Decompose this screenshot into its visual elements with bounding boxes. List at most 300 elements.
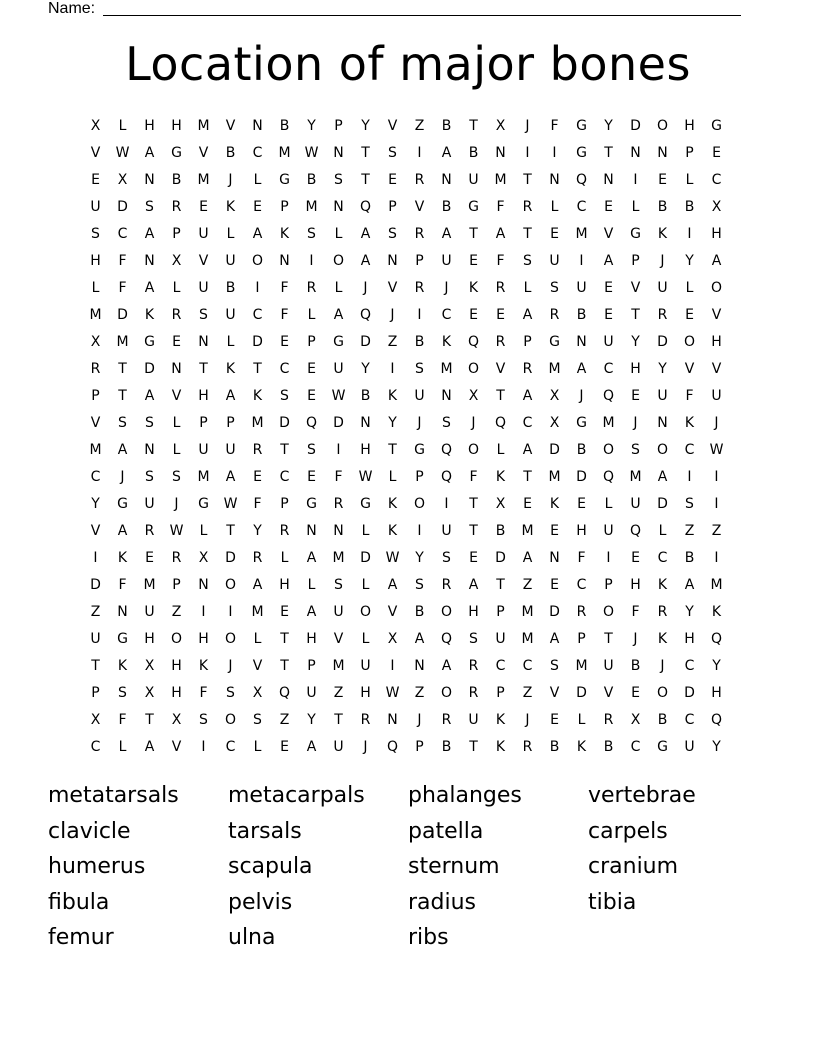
grid-letter: U: [441, 522, 452, 539]
grid-letter: K: [684, 414, 695, 431]
grid-letter: P: [91, 387, 100, 404]
grid-letter: L: [307, 576, 316, 593]
grid-letter: C: [279, 468, 290, 485]
grid-letter: A: [414, 630, 425, 647]
grid-letter: L: [604, 495, 613, 512]
grid-letter: R: [144, 522, 155, 539]
grid-letter: A: [225, 468, 236, 485]
grid-letter: X: [90, 117, 101, 134]
grid-letter: W: [331, 387, 346, 404]
grid-letter: I: [687, 468, 692, 485]
grid-letter: Y: [307, 117, 316, 134]
grid-letter: P: [523, 333, 532, 350]
grid-row: [82, 706, 730, 733]
grid-letter: K: [657, 576, 668, 593]
grid-letter: E: [469, 252, 478, 269]
word-list-item: carpels: [588, 818, 668, 844]
grid-letter: N: [414, 657, 425, 674]
grid-letter: K: [387, 387, 398, 404]
grid-letter: S: [199, 306, 208, 323]
grid-letter: D: [90, 576, 101, 593]
grid-letter: T: [469, 225, 478, 242]
grid-letter: B: [225, 144, 236, 161]
grid-letter: A: [360, 252, 371, 269]
grid-letter: R: [414, 279, 425, 296]
grid-letter: N: [144, 252, 155, 269]
grid-letter: J: [444, 279, 449, 296]
grid-letter: J: [390, 306, 395, 323]
grid-letter: G: [360, 495, 371, 512]
grid-letter: Q: [359, 306, 372, 323]
grid-letter: A: [522, 306, 533, 323]
grid-letter: E: [91, 171, 100, 188]
grid-letter: P: [226, 414, 235, 431]
grid-letter: X: [171, 252, 182, 269]
grid-letter: A: [468, 576, 479, 593]
grid-row: [82, 220, 730, 247]
grid-letter: D: [495, 549, 506, 566]
grid-letter: N: [441, 387, 452, 404]
grid-letter: I: [687, 225, 692, 242]
grid-letter: K: [549, 495, 560, 512]
grid-row: [82, 112, 730, 139]
grid-letter: D: [144, 360, 155, 377]
grid-letter: O: [170, 630, 183, 647]
grid-letter: S: [388, 225, 397, 242]
grid-letter: F: [469, 468, 478, 485]
letter-grid: [82, 112, 730, 760]
grid-letter: H: [144, 630, 155, 647]
grid-letter: A: [144, 387, 155, 404]
grid-letter: N: [441, 171, 452, 188]
grid-letter: H: [198, 630, 209, 647]
grid-letter: K: [252, 387, 263, 404]
grid-letter: J: [471, 414, 476, 431]
grid-letter: Z: [333, 684, 344, 701]
grid-row: [82, 436, 730, 463]
grid-row: [82, 166, 730, 193]
grid-letter: D: [684, 684, 695, 701]
grid-letter: E: [172, 333, 181, 350]
grid-letter: E: [577, 495, 586, 512]
grid-letter: C: [225, 738, 236, 755]
word-list-item: ribs: [408, 925, 449, 950]
page-title: Location of major bones: [125, 37, 691, 91]
grid-letter: Y: [604, 117, 613, 134]
grid-letter: L: [361, 522, 370, 539]
grid-letter: L: [91, 279, 100, 296]
word-list-item: humerus: [48, 854, 146, 879]
grid-letter: X: [495, 117, 506, 134]
grid-letter: S: [145, 468, 154, 485]
grid-letter: O: [602, 603, 615, 620]
word-list-item: femur: [48, 925, 114, 950]
grid-letter: M: [197, 468, 210, 485]
grid-letter: V: [630, 279, 641, 296]
grid-letter: A: [144, 738, 155, 755]
grid-letter: M: [548, 360, 561, 377]
grid-letter: L: [388, 468, 397, 485]
grid-letter: J: [120, 468, 125, 485]
grid-letter: U: [603, 522, 614, 539]
grid-letter: I: [390, 360, 395, 377]
grid-letter: F: [118, 252, 127, 269]
grid-letter: X: [387, 630, 398, 647]
grid-letter: F: [496, 252, 505, 269]
grid-letter: R: [522, 198, 533, 215]
grid-letter: X: [495, 495, 506, 512]
grid-letter: T: [631, 306, 640, 323]
grid-letter: V: [684, 360, 695, 377]
grid-letter: Q: [278, 684, 291, 701]
grid-letter: L: [172, 441, 181, 458]
grid-letter: T: [91, 657, 100, 674]
grid-letter: P: [496, 603, 505, 620]
grid-letter: U: [684, 738, 695, 755]
grid-letter: I: [606, 549, 611, 566]
grid-letter: S: [334, 576, 343, 593]
grid-letter: T: [523, 225, 532, 242]
grid-letter: L: [685, 279, 694, 296]
grid-letter: C: [576, 198, 587, 215]
grid-letter: H: [198, 387, 209, 404]
grid-letter: T: [334, 711, 343, 728]
grid-letter: C: [711, 171, 722, 188]
grid-letter: M: [116, 333, 129, 350]
grid-letter: U: [711, 387, 722, 404]
grid-letter: B: [468, 144, 479, 161]
grid-letter: U: [225, 252, 236, 269]
grid-letter: N: [549, 549, 560, 566]
grid-letter: X: [171, 711, 182, 728]
grid-letter: A: [441, 225, 452, 242]
grid-letter: H: [711, 684, 722, 701]
grid-letter: Z: [522, 684, 533, 701]
word-list-item: tarsals: [228, 818, 302, 844]
grid-letter: R: [279, 522, 290, 539]
grid-letter: W: [169, 522, 184, 539]
grid-letter: G: [306, 495, 317, 512]
grid-letter: T: [496, 576, 505, 593]
grid-letter: S: [442, 549, 451, 566]
grid-letter: A: [306, 738, 317, 755]
grid-letter: E: [307, 468, 316, 485]
grid-letter: S: [307, 441, 316, 458]
grid-letter: T: [523, 468, 532, 485]
grid-letter: V: [711, 360, 722, 377]
grid-letter: Q: [629, 522, 642, 539]
grid-letter: J: [174, 495, 179, 512]
grid-letter: X: [90, 333, 101, 350]
grid-letter: E: [631, 684, 640, 701]
grid-letter: E: [550, 522, 559, 539]
grid-letter: K: [117, 549, 128, 566]
grid-letter: D: [360, 333, 371, 350]
grid-letter: S: [550, 279, 559, 296]
grid-letter: Z: [279, 711, 290, 728]
grid-letter: Z: [90, 603, 101, 620]
grid-letter: V: [225, 117, 236, 134]
grid-letter: P: [577, 630, 586, 647]
grid-letter: T: [280, 441, 289, 458]
word-list-item: fibula: [48, 889, 110, 915]
grid-letter: L: [361, 576, 370, 593]
grid-letter: F: [199, 684, 208, 701]
grid-letter: O: [224, 576, 237, 593]
grid-row: [82, 301, 730, 328]
grid-letter: D: [333, 414, 344, 431]
grid-row: [82, 355, 730, 382]
grid-letter: U: [603, 333, 614, 350]
grid-letter: K: [495, 468, 506, 485]
grid-letter: J: [525, 117, 530, 134]
grid-letter: R: [414, 225, 425, 242]
grid-letter: N: [387, 252, 398, 269]
grid-letter: T: [199, 360, 208, 377]
grid-letter: V: [333, 630, 344, 647]
grid-letter: S: [226, 684, 235, 701]
grid-letter: I: [255, 279, 260, 296]
grid-letter: U: [306, 684, 317, 701]
grid-letter: S: [145, 198, 154, 215]
grid-letter: O: [413, 495, 426, 512]
grid-letter: X: [549, 387, 560, 404]
grid-letter: T: [604, 630, 613, 647]
grid-row: [82, 382, 730, 409]
grid-letter: K: [225, 198, 236, 215]
grid-letter: O: [683, 333, 696, 350]
grid-letter: B: [414, 333, 425, 350]
grid-letter: W: [115, 144, 130, 161]
word-list-item: pelvis: [228, 889, 293, 915]
grid-letter: X: [117, 171, 128, 188]
grid-letter: F: [280, 306, 289, 323]
grid-letter: K: [495, 738, 506, 755]
grid-letter: X: [468, 387, 479, 404]
grid-row: [82, 490, 730, 517]
word-list-item: clavicle: [48, 818, 131, 844]
grid-letter: B: [360, 387, 371, 404]
grid-letter: J: [633, 414, 638, 431]
grid-letter: H: [630, 576, 641, 593]
grid-letter: C: [252, 144, 263, 161]
grid-row: [82, 409, 730, 436]
grid-letter: O: [467, 360, 480, 377]
grid-letter: O: [440, 684, 453, 701]
grid-letter: S: [523, 252, 532, 269]
grid-letter: Q: [602, 387, 615, 404]
grid-letter: C: [657, 549, 668, 566]
grid-letter: T: [280, 630, 289, 647]
grid-letter: N: [306, 522, 317, 539]
grid-letter: V: [414, 198, 425, 215]
grid-letter: U: [468, 171, 479, 188]
grid-letter: B: [279, 117, 290, 134]
grid-letter: N: [603, 171, 614, 188]
grid-letter: W: [304, 144, 319, 161]
grid-letter: X: [711, 198, 722, 215]
grid-letter: U: [549, 252, 560, 269]
grid-letter: B: [441, 117, 452, 134]
grid-letter: P: [631, 252, 640, 269]
grid-letter: R: [171, 198, 182, 215]
grid-letter: M: [521, 522, 534, 539]
grid-letter: T: [226, 522, 235, 539]
grid-letter: A: [252, 576, 263, 593]
grid-letter: U: [495, 630, 506, 647]
grid-letter: N: [279, 252, 290, 269]
grid-letter: R: [171, 549, 182, 566]
grid-letter: N: [333, 198, 344, 215]
grid-letter: O: [332, 252, 345, 269]
grid-letter: K: [198, 657, 209, 674]
grid-letter: Q: [305, 414, 318, 431]
grid-letter: C: [279, 360, 290, 377]
grid-letter: I: [714, 549, 719, 566]
grid-letter: L: [577, 711, 586, 728]
word-list-item: sternum: [408, 854, 500, 879]
grid-letter: T: [523, 171, 532, 188]
grid-letter: C: [441, 306, 452, 323]
grid-letter: S: [199, 711, 208, 728]
grid-letter: T: [388, 441, 397, 458]
grid-letter: O: [467, 441, 480, 458]
grid-letter: H: [279, 576, 290, 593]
grid-letter: E: [631, 387, 640, 404]
grid-letter: D: [576, 684, 587, 701]
grid-letter: J: [660, 252, 665, 269]
grid-letter: S: [388, 144, 397, 161]
grid-letter: N: [171, 360, 182, 377]
grid-letter: E: [280, 603, 289, 620]
grid-letter: P: [415, 738, 424, 755]
grid-letter: K: [279, 225, 290, 242]
grid-letter: O: [656, 441, 669, 458]
grid-letter: Z: [414, 117, 425, 134]
grid-letter: J: [417, 711, 422, 728]
grid-letter: R: [252, 549, 263, 566]
grid-letter: C: [522, 414, 533, 431]
grid-letter: M: [251, 414, 264, 431]
grid-letter: A: [549, 630, 560, 647]
grid-letter: Z: [711, 522, 722, 539]
grid-letter: T: [469, 117, 478, 134]
grid-letter: O: [710, 279, 723, 296]
word-list-item: vertebrae: [588, 783, 696, 808]
grid-letter: U: [468, 711, 479, 728]
grid-letter: Q: [359, 198, 372, 215]
grid-letter: G: [576, 144, 587, 161]
grid-letter: U: [657, 279, 668, 296]
grid-letter: M: [440, 360, 453, 377]
grid-letter: E: [550, 225, 559, 242]
grid-letter: U: [576, 279, 587, 296]
word-list-item: patella: [408, 818, 484, 844]
grid-letter: A: [117, 522, 128, 539]
grid-letter: X: [198, 549, 209, 566]
grid-letter: K: [117, 657, 128, 674]
grid-letter: X: [549, 414, 560, 431]
grid-letter: Y: [307, 711, 316, 728]
grid-letter: Y: [712, 657, 721, 674]
grid-letter: S: [469, 630, 478, 647]
grid-letter: I: [93, 549, 98, 566]
grid-letter: D: [279, 414, 290, 431]
grid-letter: G: [171, 144, 182, 161]
grid-letter: L: [118, 117, 127, 134]
word-list-item: radius: [408, 889, 477, 915]
grid-letter: K: [387, 495, 398, 512]
grid-letter: P: [334, 117, 343, 134]
grid-letter: Y: [712, 738, 721, 755]
grid-row: [82, 544, 730, 571]
grid-letter: V: [387, 279, 398, 296]
grid-letter: O: [224, 711, 237, 728]
grid-letter: Q: [386, 738, 399, 755]
grid-letter: C: [252, 306, 263, 323]
grid-letter: W: [385, 684, 400, 701]
grid-letter: H: [144, 117, 155, 134]
grid-letter: Q: [710, 630, 723, 647]
grid-letter: G: [414, 441, 425, 458]
word-list-item: metatarsals: [48, 783, 179, 808]
grid-letter: Y: [415, 549, 424, 566]
grid-letter: T: [361, 144, 370, 161]
grid-letter: B: [414, 603, 425, 620]
grid-letter: D: [576, 468, 587, 485]
grid-letter: R: [495, 333, 506, 350]
grid-letter: V: [603, 684, 614, 701]
grid-letter: P: [415, 468, 424, 485]
grid-letter: Q: [440, 630, 453, 647]
grid-letter: G: [657, 738, 668, 755]
grid-letter: H: [711, 333, 722, 350]
grid-letter: E: [253, 468, 262, 485]
grid-letter: A: [144, 225, 155, 242]
grid-letter: G: [576, 117, 587, 134]
grid-letter: I: [714, 495, 719, 512]
grid-letter: S: [442, 414, 451, 431]
grid-letter: I: [228, 603, 233, 620]
grid-letter: P: [604, 576, 613, 593]
grid-letter: F: [550, 117, 559, 134]
grid-letter: Q: [440, 468, 453, 485]
grid-letter: L: [118, 738, 127, 755]
grid-letter: R: [414, 171, 425, 188]
grid-row: [82, 625, 730, 652]
grid-letter: M: [332, 549, 345, 566]
grid-letter: I: [417, 522, 422, 539]
grid-letter: A: [711, 252, 722, 269]
grid-letter: I: [525, 144, 530, 161]
grid-letter: R: [306, 279, 317, 296]
grid-row: [82, 679, 730, 706]
grid-letter: M: [197, 171, 210, 188]
grid-letter: H: [468, 603, 479, 620]
grid-letter: M: [521, 603, 534, 620]
grid-letter: L: [172, 414, 181, 431]
grid-letter: I: [714, 468, 719, 485]
grid-letter: S: [550, 657, 559, 674]
grid-letter: O: [656, 117, 669, 134]
grid-letter: E: [280, 738, 289, 755]
grid-letter: B: [684, 198, 695, 215]
grid-letter: G: [117, 630, 128, 647]
grid-letter: N: [333, 144, 344, 161]
grid-letter: L: [658, 522, 667, 539]
grid-letter: L: [550, 198, 559, 215]
grid-letter: L: [226, 333, 235, 350]
